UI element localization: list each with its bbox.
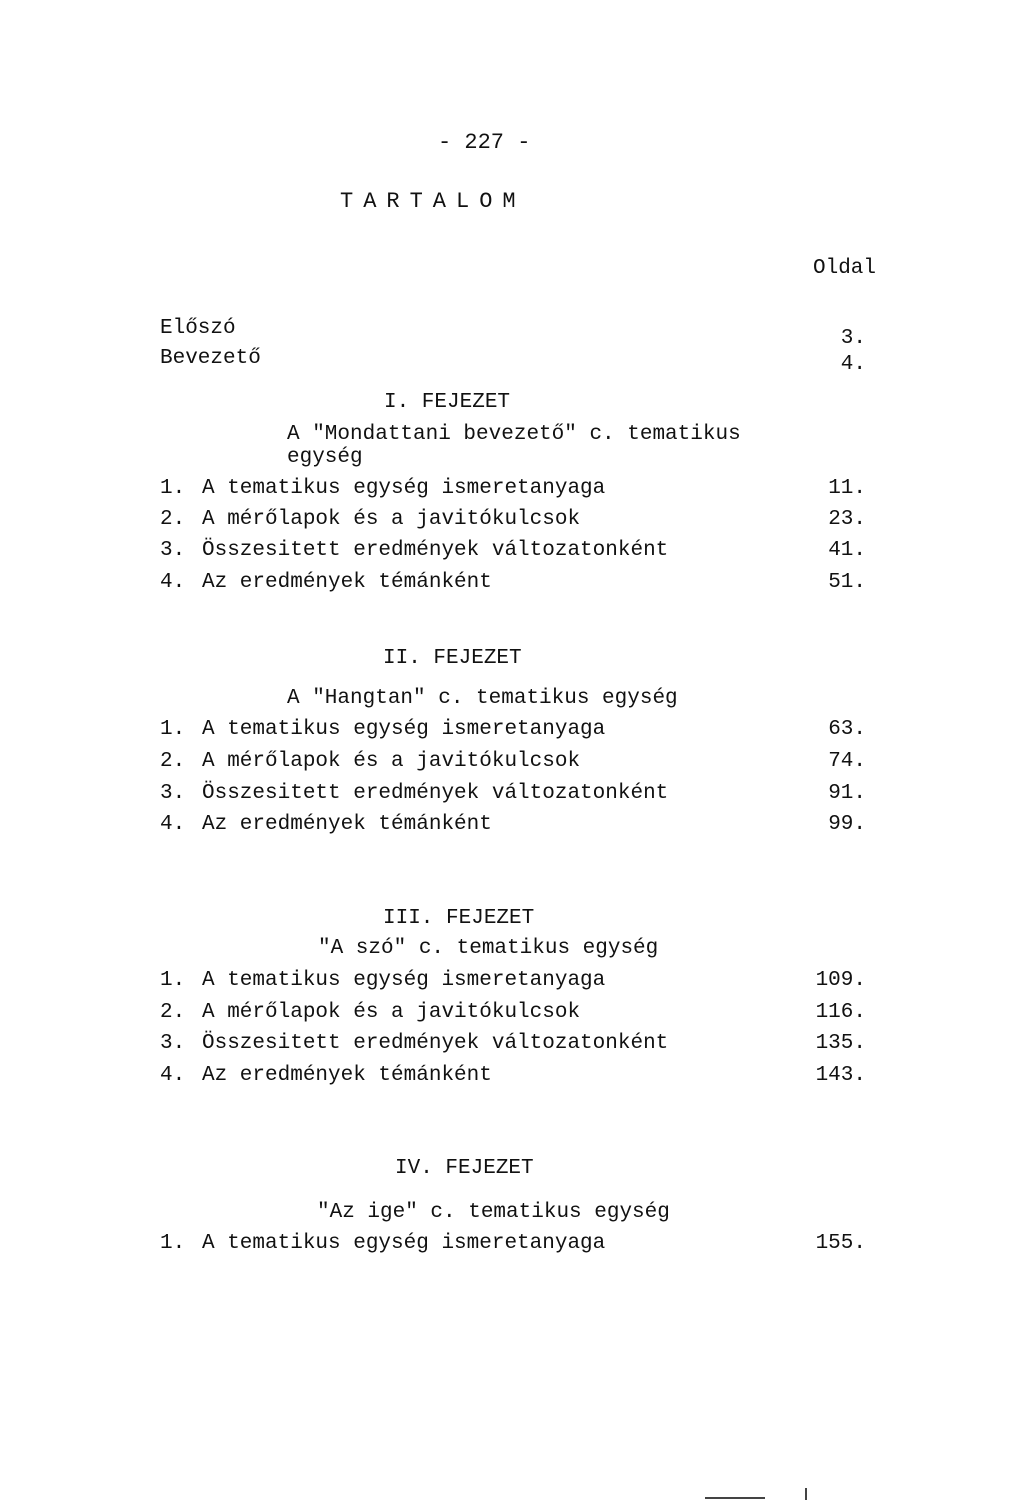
toc-item-text: A mérőlapok és a javitókulcsok <box>202 1001 581 1024</box>
toc-page-eloszo: 3. <box>840 327 866 350</box>
toc-item-text: A tematikus egység ismeretanyaga <box>202 969 606 992</box>
toc-item-number: 2. <box>160 750 186 773</box>
chapter-subtitle-cont: egység <box>287 446 363 469</box>
toc-item-text: A mérőlapok és a javitókulcsok <box>202 750 581 773</box>
chapter-heading: I. FEJEZET <box>384 391 511 414</box>
chapter-heading: IV. FEJEZET <box>395 1157 534 1180</box>
toc-page-bevezeto: 4. <box>840 353 866 376</box>
chapter-subtitle: "A szó" c. tematikus egység <box>318 937 659 960</box>
toc-item-number: 4. <box>160 1064 186 1087</box>
toc-item-text: A mérőlapok és a javitókulcsok <box>202 508 581 531</box>
toc-item-page: 135. <box>815 1032 866 1055</box>
toc-item-page: 91. <box>828 782 866 805</box>
toc-item-text: A tematikus egység ismeretanyaga <box>202 477 606 500</box>
toc-item-text: Összesitett eredmények változatonként <box>202 1032 669 1055</box>
toc-item-number: 1. <box>160 969 186 992</box>
toc-item-page: 143. <box>815 1064 866 1087</box>
chapter-subtitle: "Az ige" c. tematikus egység <box>317 1201 670 1224</box>
toc-item-text: Összesitett eredmények változatonként <box>202 782 669 805</box>
toc-item-number: 2. <box>160 1001 186 1024</box>
toc-item-text: Az eredmények témánként <box>202 1064 492 1087</box>
toc-item-text: Összesitett eredmények változatonként <box>202 539 669 562</box>
toc-item-page: 116. <box>815 1001 866 1024</box>
toc-item-page: 23. <box>828 508 866 531</box>
chapter-subtitle: A "Mondattani bevezető" c. tematikus <box>287 423 741 446</box>
chapter-heading: II. FEJEZET <box>383 647 522 670</box>
toc-item-number: 3. <box>160 782 186 805</box>
toc-item-number: 4. <box>160 813 186 836</box>
toc-item-page: 109. <box>815 969 866 992</box>
toc-item-text: Az eredmények témánként <box>202 813 492 836</box>
toc-entry-eloszo: Előszó <box>160 317 236 340</box>
toc-entry-bevezeto: Bevezető <box>160 347 261 370</box>
scan-artifact-line <box>705 1497 765 1499</box>
toc-item-page: 155. <box>815 1232 866 1255</box>
page-column-header: Oldal <box>813 257 877 280</box>
toc-item-number: 1. <box>160 718 186 741</box>
toc-item-number: 3. <box>160 1032 186 1055</box>
toc-item-text: A tematikus egység ismeretanyaga <box>202 1232 606 1255</box>
toc-item-page: 74. <box>828 750 866 773</box>
toc-item-number: 3. <box>160 539 186 562</box>
toc-item-number: 2. <box>160 508 186 531</box>
toc-item-page: 99. <box>828 813 866 836</box>
page-title: TARTALOM <box>340 189 526 214</box>
toc-item-text: Az eredmények témánként <box>202 571 492 594</box>
toc-item-number: 4. <box>160 571 186 594</box>
chapter-heading: III. FEJEZET <box>383 907 535 930</box>
toc-item-text: A tematikus egység ismeretanyaga <box>202 718 606 741</box>
toc-item-number: 1. <box>160 477 186 500</box>
toc-item-number: 1. <box>160 1232 186 1255</box>
page-number: - 227 - <box>438 130 531 155</box>
toc-item-page: 51. <box>828 571 866 594</box>
toc-item-page: 63. <box>828 718 866 741</box>
toc-item-page: 41. <box>828 539 866 562</box>
toc-item-page: 11. <box>828 477 866 500</box>
chapter-subtitle: A "Hangtan" c. tematikus egység <box>287 687 678 710</box>
scan-artifact-tick <box>805 1488 807 1500</box>
